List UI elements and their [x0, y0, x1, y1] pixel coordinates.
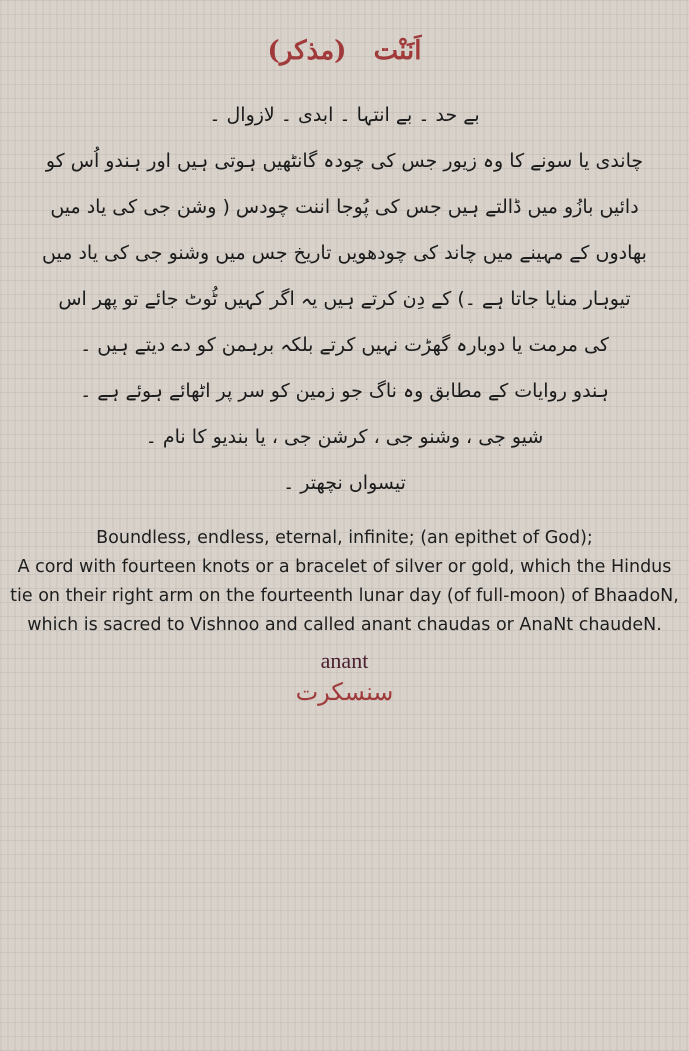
romanization: anant [320, 648, 369, 673]
headword: اَنَنْت [373, 36, 422, 66]
english-line: Boundless, endless, eternal, infinite; (an epithet of God); [96, 528, 593, 548]
origin-language: سنسکرت [295, 678, 394, 706]
urdu-definition [0, 92, 689, 506]
english-line: A cord with fourteen knots or a bracelet of silver or gold, which the Hindus tie on their right arm on the fourteenth lunar day (of full-moon) of BhaadoN, which is sacred to Vishnoo and called anant chaudas or AnaNt chaudeN. [10, 557, 679, 635]
english-definition [0, 524, 689, 640]
urdu-line: تیوہار منایا جاتا ہے ۔) کے دِن کرتے ہیں یہ اگر کہیں ٹُوٹ جائے تو پھر اس [58, 288, 631, 310]
urdu-line: شیو جی ، وشنو جی ، کرشن جی ، یا بندیو کا نام ۔ [145, 426, 544, 448]
gender-label: (مذکر) [267, 36, 347, 66]
urdu-line: بے حد ۔ بے انتہا ۔ ابدی ۔ لازوال ۔ [209, 104, 480, 126]
urdu-line: بھادوں کے مہینے میں چاند کی چودھویں تاریخ جس میں وشنو جی کی یاد میں [42, 242, 647, 264]
urdu-line: ہندو روایات کے مطابق وہ ناگ جو زمین کو سر پر اٹھائے ہوئے ہے ۔ [80, 380, 609, 402]
urdu-line: دائیں بازُو میں ڈالتے ہیں جس کی پُوجا اننت چودس ( وشن جی کی یاد میں [50, 196, 639, 218]
headword-title [0, 0, 689, 66]
urdu-line: تیسواں نچھتر ۔ [283, 472, 406, 494]
urdu-line: کی مرمت یا دوبارہ گھڑت نہیں کرتے بلکہ برہمن کو دے دیتے ہیں ۔ [80, 334, 609, 356]
urdu-line: چاندی یا سونے کا وہ زیور جس کی چودہ گانٹھیں ہوتی ہیں اور ہندو اُس کو [45, 150, 644, 172]
